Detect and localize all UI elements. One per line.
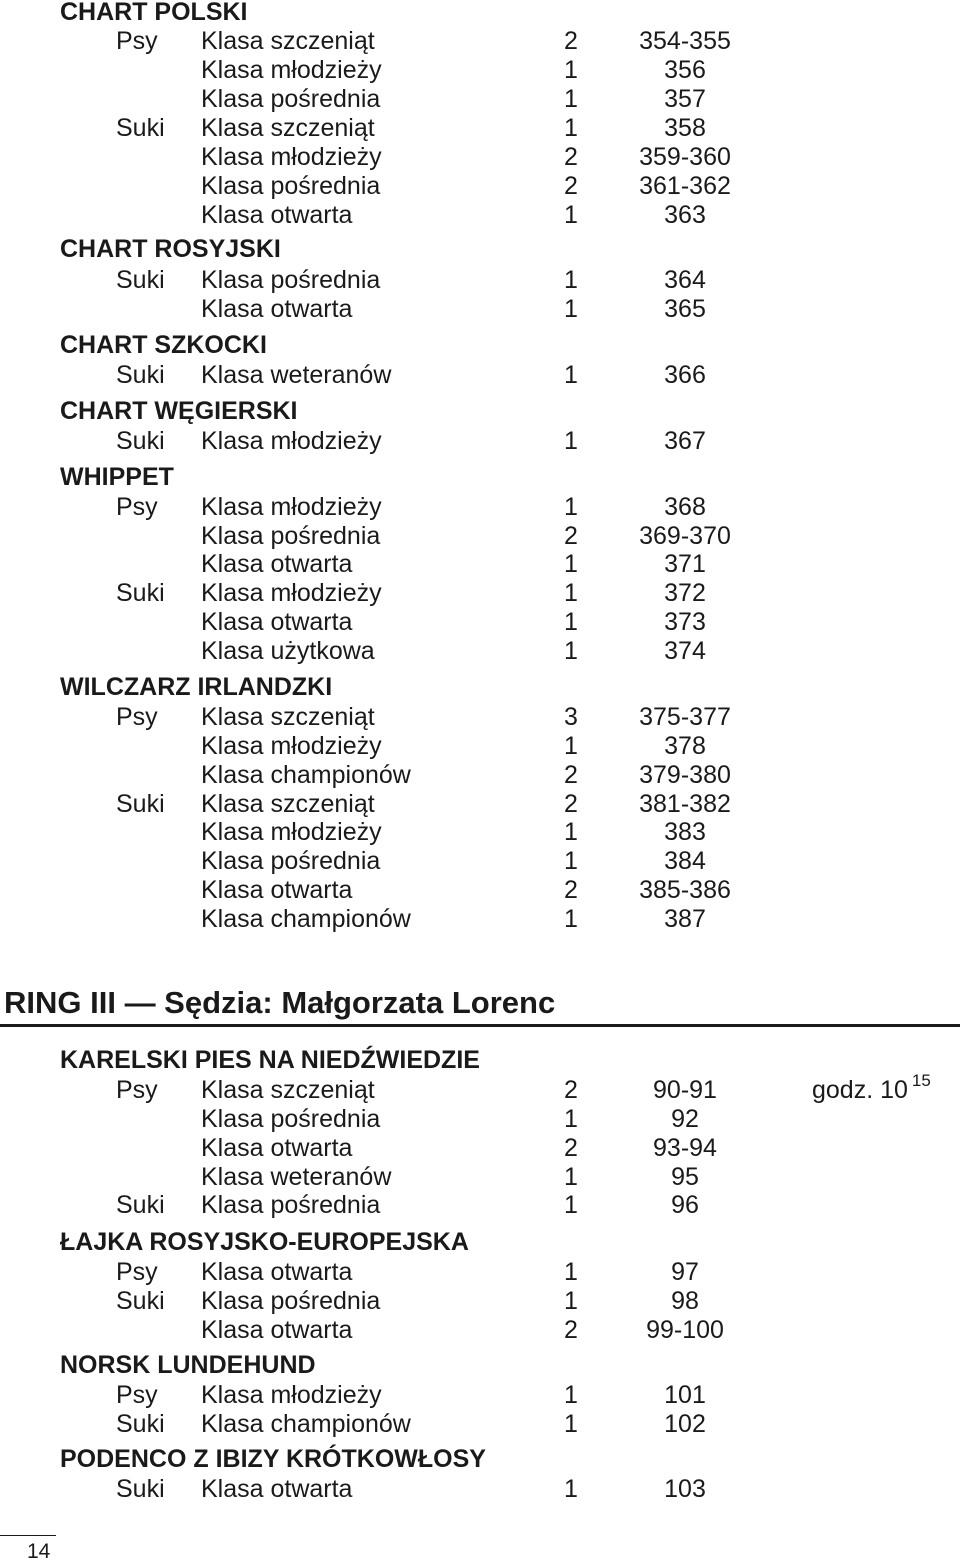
breed-heading: PODENCO Z IBIZY KRÓTKOWŁOSY: [60, 1445, 486, 1473]
class-row: [0, 265, 960, 295]
class-name: Klasa pośrednia: [201, 172, 381, 200]
catalog-numbers: 358: [664, 114, 706, 142]
entry-count: 1: [564, 114, 578, 142]
entry-count: 1: [564, 1410, 578, 1438]
sex-label: Suki: [116, 1410, 165, 1438]
sex-label: Psy: [116, 703, 158, 731]
entry-count: 2: [564, 1076, 578, 1104]
entry-count: 2: [564, 522, 578, 550]
catalog-numbers: 381-382: [639, 790, 731, 818]
catalog-numbers: 375-377: [639, 703, 731, 731]
catalog-numbers: 378: [664, 732, 706, 760]
catalog-numbers: 387: [664, 905, 706, 933]
entry-count: 1: [564, 1258, 578, 1286]
sex-label: Suki: [116, 1287, 165, 1315]
class-name: Klasa szczeniąt: [201, 114, 375, 142]
sex-label: Suki: [116, 427, 165, 455]
catalog-numbers: 93-94: [653, 1134, 717, 1162]
footer-divider: [0, 1535, 56, 1536]
entry-count: 1: [564, 637, 578, 665]
class-row: [0, 578, 960, 608]
entry-count: 1: [564, 201, 578, 229]
sex-label: Psy: [116, 1381, 158, 1409]
breed-heading: CHART WĘGIERSKI: [60, 397, 298, 425]
catalog-numbers: 373: [664, 608, 706, 636]
catalog-numbers: 95: [671, 1163, 699, 1191]
breed-heading: ŁAJKA ROSYJSKO-EUROPEJSKA: [60, 1228, 469, 1256]
catalog-numbers: 92: [671, 1105, 699, 1133]
entry-count: 2: [564, 1134, 578, 1162]
class-row: [0, 1315, 960, 1345]
entry-count: 2: [564, 172, 578, 200]
entry-count: 1: [564, 493, 578, 521]
entry-count: 1: [564, 1191, 578, 1219]
class-name: Klasa pośrednia: [201, 847, 381, 875]
sex-label: Suki: [116, 790, 165, 818]
catalog-numbers: 383: [664, 818, 706, 846]
class-row: [0, 875, 960, 905]
judging-time-label: godz. 10: [812, 1076, 908, 1104]
sex-label: Suki: [116, 1475, 165, 1503]
class-row: [0, 200, 960, 230]
sex-label: Psy: [116, 1258, 158, 1286]
class-row: [0, 1133, 960, 1163]
breed-heading: CHART ROSYJSKI: [60, 235, 281, 263]
catalog-numbers: 356: [664, 56, 706, 84]
class-name: Klasa szczeniąt: [201, 790, 375, 818]
breed-heading: CHART SZKOCKI: [60, 331, 267, 359]
class-name: Klasa otwarta: [201, 201, 353, 229]
class-name: Klasa championów: [201, 1410, 411, 1438]
class-row: [0, 294, 960, 324]
class-name: Klasa weteranów: [201, 1163, 392, 1191]
class-name: Klasa otwarta: [201, 295, 353, 323]
entry-count: 1: [564, 361, 578, 389]
sex-label: Suki: [116, 1191, 165, 1219]
page-number: 14: [27, 1540, 51, 1563]
judging-time: [812, 1071, 931, 1105]
catalog-numbers: 99-100: [646, 1316, 724, 1344]
class-row: [0, 360, 960, 390]
entry-count: 1: [564, 1105, 578, 1133]
class-name: Klasa młodzieży: [201, 732, 382, 760]
class-name: Klasa pośrednia: [201, 1287, 381, 1315]
entry-count: 1: [564, 1475, 578, 1503]
entry-count: 1: [564, 818, 578, 846]
class-row: [0, 521, 960, 551]
entry-count: 1: [564, 266, 578, 294]
class-name: Klasa szczeniąt: [201, 703, 375, 731]
class-row: [0, 142, 960, 172]
entry-count: 1: [564, 732, 578, 760]
class-row: [0, 731, 960, 761]
catalog-numbers: 364: [664, 266, 706, 294]
class-row: [0, 426, 960, 456]
entry-count: 1: [564, 608, 578, 636]
catalog-numbers: 354-355: [639, 27, 731, 55]
class-name: Klasa użytkowa: [201, 637, 375, 665]
catalog-numbers: 98: [671, 1287, 699, 1315]
entry-count: 2: [564, 876, 578, 904]
entry-count: 2: [564, 1316, 578, 1344]
sex-label: Psy: [116, 1076, 158, 1104]
breed-heading: NORSK LUNDEHUND: [60, 1351, 316, 1379]
class-name: Klasa otwarta: [201, 550, 353, 578]
class-name: Klasa młodzieży: [201, 579, 382, 607]
catalog-numbers: 371: [664, 550, 706, 578]
class-name: Klasa szczeniąt: [201, 1076, 375, 1104]
class-name: Klasa pośrednia: [201, 522, 381, 550]
class-name: Klasa otwarta: [201, 876, 353, 904]
class-name: Klasa młodzieży: [201, 493, 382, 521]
class-row: [0, 113, 960, 143]
sex-label: Psy: [116, 493, 158, 521]
entry-count: 2: [564, 761, 578, 789]
catalog-numbers: 365: [664, 295, 706, 323]
sex-label: Suki: [116, 579, 165, 607]
class-name: Klasa otwarta: [201, 1475, 353, 1503]
class-name: Klasa pośrednia: [201, 1191, 381, 1219]
class-row: [0, 1380, 960, 1410]
class-name: Klasa młodzieży: [201, 56, 382, 84]
catalog-numbers: 101: [664, 1381, 706, 1409]
catalog-numbers: 372: [664, 579, 706, 607]
catalog-numbers: 374: [664, 637, 706, 665]
entry-count: 1: [564, 85, 578, 113]
class-row: [0, 549, 960, 579]
catalog-numbers: 366: [664, 361, 706, 389]
class-name: Klasa młodzieży: [201, 143, 382, 171]
class-name: Klasa młodzieży: [201, 818, 382, 846]
entry-count: 2: [564, 790, 578, 818]
class-row: [0, 1257, 960, 1287]
class-row: [0, 1474, 960, 1504]
class-name: Klasa pośrednia: [201, 85, 381, 113]
entry-count: 1: [564, 427, 578, 455]
catalog-numbers: 368: [664, 493, 706, 521]
catalog-numbers: 363: [664, 201, 706, 229]
entry-count: 1: [564, 1287, 578, 1315]
breed-heading: KARELSKI PIES NA NIEDŹWIEDZIE: [60, 1046, 480, 1074]
entry-count: 2: [564, 27, 578, 55]
catalog-numbers: 97: [671, 1258, 699, 1286]
class-name: Klasa championów: [201, 761, 411, 789]
catalog-numbers: 379-380: [639, 761, 731, 789]
class-name: Klasa otwarta: [201, 1258, 353, 1286]
class-name: Klasa otwarta: [201, 1316, 353, 1344]
catalog-numbers: 90-91: [653, 1076, 717, 1104]
class-name: Klasa pośrednia: [201, 266, 381, 294]
class-row: [0, 84, 960, 114]
class-row: [0, 789, 960, 819]
catalog-numbers: 384: [664, 847, 706, 875]
class-row: [0, 171, 960, 201]
class-row: [0, 1104, 960, 1134]
class-name: Klasa młodzieży: [201, 1381, 382, 1409]
entry-count: 2: [564, 143, 578, 171]
class-row: [0, 492, 960, 522]
entry-count: 1: [564, 295, 578, 323]
class-row: [0, 636, 960, 666]
entry-count: 1: [564, 579, 578, 607]
entry-count: 1: [564, 847, 578, 875]
sex-label: Suki: [116, 114, 165, 142]
catalog-numbers: 367: [664, 427, 706, 455]
ring-divider: [0, 1024, 960, 1027]
catalog-numbers: 359-360: [639, 143, 731, 171]
breed-heading: CHART POLSKI: [60, 0, 248, 26]
class-name: Klasa weteranów: [201, 361, 392, 389]
entry-count: 3: [564, 703, 578, 731]
class-name: Klasa młodzieży: [201, 427, 382, 455]
catalog-numbers: 96: [671, 1191, 699, 1219]
breed-heading: WILCZARZ IRLANDZKI: [60, 673, 333, 701]
entry-count: 1: [564, 550, 578, 578]
class-row: [0, 607, 960, 637]
catalog-numbers: 103: [664, 1475, 706, 1503]
entry-count: 1: [564, 905, 578, 933]
entry-count: 1: [564, 1163, 578, 1191]
catalog-numbers: 357: [664, 85, 706, 113]
class-name: Klasa otwarta: [201, 1134, 353, 1162]
class-row: [0, 55, 960, 85]
entry-count: 1: [564, 1381, 578, 1409]
class-row: [0, 1190, 960, 1220]
ring-heading: RING III — Sędzia: Małgorzata Lorenc: [4, 985, 556, 1020]
entry-count: 1: [564, 56, 578, 84]
judging-time-minutes: 15: [911, 1071, 931, 1090]
catalog-numbers: 369-370: [639, 522, 731, 550]
class-row: [0, 904, 960, 934]
class-row: [0, 702, 960, 732]
catalog-numbers: 361-362: [639, 172, 731, 200]
class-name: Klasa pośrednia: [201, 1105, 381, 1133]
class-row: [0, 1409, 960, 1439]
class-row: [0, 1286, 960, 1316]
class-row: [0, 846, 960, 876]
sex-label: Suki: [116, 361, 165, 389]
class-name: Klasa otwarta: [201, 608, 353, 636]
class-row: [0, 1071, 960, 1105]
class-row: [0, 26, 960, 56]
breed-heading: WHIPPET: [60, 463, 174, 491]
catalog-numbers: 102: [664, 1410, 706, 1438]
catalog-numbers: 385-386: [639, 876, 731, 904]
sex-label: Psy: [116, 27, 158, 55]
class-name: Klasa szczeniąt: [201, 27, 375, 55]
class-row: [0, 817, 960, 847]
class-name: Klasa championów: [201, 905, 411, 933]
sex-label: Suki: [116, 266, 165, 294]
class-row: [0, 760, 960, 790]
class-row: [0, 1162, 960, 1192]
